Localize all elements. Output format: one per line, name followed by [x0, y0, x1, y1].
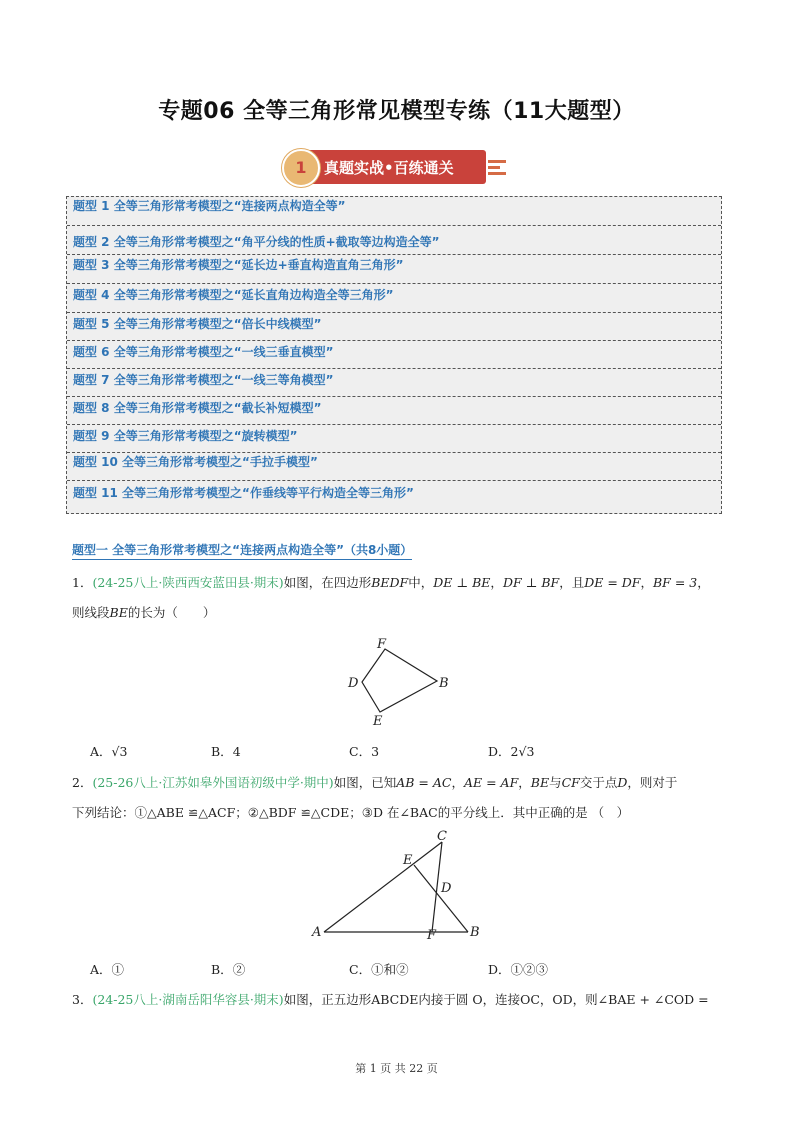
option-b[interactable]: B．4	[211, 744, 241, 759]
point-label-f: F	[377, 637, 387, 652]
toc-item-6[interactable]: 题型 6 全等三角形常考模型之“一线三垂直模型”	[67, 341, 721, 369]
option-a[interactable]: A．√3	[90, 744, 128, 759]
option-d[interactable]: D．2√3	[488, 744, 535, 759]
point-label-c: C	[437, 829, 447, 844]
math-segment: BE	[530, 775, 550, 790]
figure-quadrilateral	[340, 632, 460, 727]
question-text: 的长为（ ）	[127, 605, 216, 620]
toc-item-5[interactable]: 题型 5 全等三角形常考模型之“倍长中线模型”	[67, 313, 721, 341]
math-condition: DE = DF	[584, 575, 641, 590]
toc-item-7[interactable]: 题型 7 全等三角形常考模型之“一线三等角模型”	[67, 369, 721, 397]
section-banner	[282, 148, 512, 186]
banner-number-badge: 1	[282, 149, 320, 187]
math-point: D	[617, 775, 628, 790]
point-label-d: D	[441, 881, 452, 896]
point-label-b: B	[439, 676, 449, 691]
question-source: (25-26八上·江苏如皋外国语初级中学·期中)	[92, 775, 334, 790]
toc-item-2[interactable]: 题型 2 全等三角形常考模型之“角平分线的性质+截取等边构造全等”	[67, 226, 721, 255]
question-text: 如图，正五边形ABCDE内接于圆 O，连接OC，OD，则∠BAE + ∠COD =	[283, 992, 709, 1007]
option-b[interactable]: B．②	[211, 962, 246, 977]
point-label-e: E	[373, 714, 383, 727]
banner-text: 真题实战•百练通关	[324, 159, 454, 177]
option-d[interactable]: D．①②③	[488, 962, 549, 977]
figure-triangles	[310, 828, 490, 940]
question-1-line-1: 1．(24-25八上·陕西西安蓝田县·期末)如图，在四边形BEDF中，DE ⊥ BE，DF ⊥ BF，且DE = DF，BF = 3，	[72, 575, 710, 590]
math-quad: BEDF	[371, 575, 409, 590]
question-number: 2．	[72, 775, 93, 790]
math-segment: CF	[561, 775, 580, 790]
question-text: ，且	[559, 575, 585, 590]
page-title: 专题06 全等三角形常见模型专练（11大题型）	[158, 99, 635, 124]
option-c[interactable]: C．3	[349, 744, 380, 759]
point-label-b: B	[470, 925, 480, 940]
question-text: 如图，已知	[333, 775, 397, 790]
math-condition: DE ⊥ BE	[433, 575, 491, 590]
toc-item-4[interactable]: 题型 4 全等三角形常考模型之“延长直角边构造全等三角形”	[67, 284, 721, 313]
toc-box	[66, 196, 722, 514]
toc-item-10[interactable]: 题型 10 全等三角形常考模型之“手拉手模型”	[67, 453, 721, 481]
question-text: 则线段	[72, 605, 110, 620]
question-source: (24-25八上·陕西西安蓝田县·期末)	[92, 575, 284, 590]
question-text: ，则对于	[627, 775, 678, 790]
question-text: 与	[549, 775, 562, 790]
math-segment: BE	[109, 605, 128, 620]
question-number: 1．	[72, 575, 93, 590]
stripes-icon	[488, 160, 506, 176]
toc-item-11[interactable]: 题型 11 全等三角形常考模型之“作垂线等平行构造全等三角形”	[73, 486, 414, 500]
toc-item-9[interactable]: 题型 9 全等三角形常考模型之“旋转模型”	[67, 425, 721, 453]
toc-item-1[interactable]: 题型 1 全等三角形常考模型之“连接两点构造全等”	[67, 197, 721, 226]
question-source: (24-25八上·湖南岳阳华容县·期末)	[92, 992, 284, 1007]
point-label-f: F	[427, 928, 437, 940]
section-heading: 题型一 全等三角形常考模型之“连接两点构造全等”（共8小题）	[72, 541, 412, 560]
point-label-e: E	[403, 853, 413, 868]
option-a[interactable]: A．①	[90, 962, 125, 977]
question-text: 中，	[408, 575, 434, 590]
question-number: 3．	[72, 992, 93, 1007]
question-3-line-1	[72, 990, 722, 1010]
point-label-a: A	[312, 925, 322, 940]
question-text: 交于点	[579, 775, 618, 790]
math-condition: AB = AC	[396, 775, 452, 790]
question-2-line-1: 2．(25-26八上·江苏如皋外国语初级中学·期中)如图，已知AB = AC，AE = AF，BE与CF交于点D，则对于	[72, 775, 678, 790]
point-label-d: D	[348, 676, 359, 691]
question-2-line-2: 下列结论：①△ABE ≌△ACF；②△BDF ≌△CDE；③D 在∠BAC的平分线上．其中正确的是 （ ）	[72, 805, 630, 820]
option-c[interactable]: C．①和②	[349, 962, 409, 977]
toc-item-3[interactable]: 题型 3 全等三角形常考模型之“延长边+垂直构造直角三角形”	[67, 255, 721, 284]
math-condition: AE = AF	[463, 775, 519, 790]
toc-item-8[interactable]: 题型 8 全等三角形常考模型之“截长补短模型”	[67, 397, 721, 425]
math-condition: DF ⊥ BF	[502, 575, 560, 590]
math-condition: BF = 3	[653, 575, 698, 590]
question-text: 如图，在四边形	[283, 575, 372, 590]
page-footer: 第 1 页 共 22 页	[355, 1062, 438, 1075]
question-1-line-2	[72, 603, 722, 623]
